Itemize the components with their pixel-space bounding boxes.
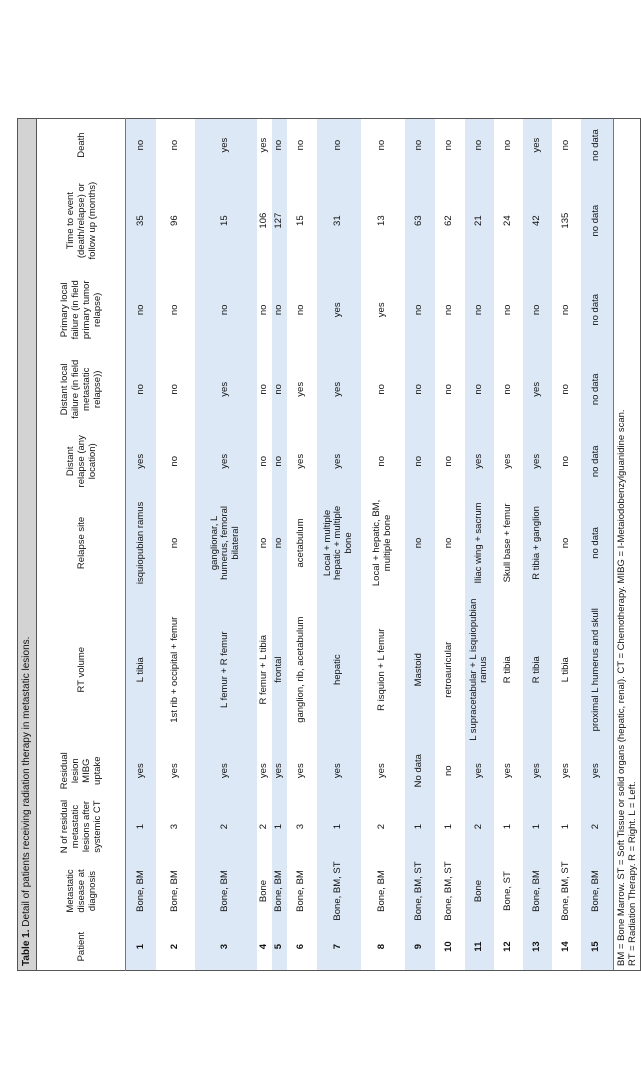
table-cell: No data [405, 747, 435, 794]
table-cell: no [168, 139, 180, 151]
column-header: Death [37, 119, 126, 172]
table-cell: no [559, 139, 571, 151]
table-cell: no [559, 304, 571, 316]
patient-id-cell: 13 [523, 923, 552, 970]
table-cell: Mastoid [405, 592, 435, 747]
table-cell: 62 [443, 215, 455, 226]
table-cell: ganglion, rib, acetabulum [295, 616, 307, 723]
table-row [552, 119, 581, 971]
table-cell: no [376, 139, 388, 151]
table-cell: Bone, BM [295, 870, 307, 912]
table-cell: no [501, 384, 513, 395]
table-cell: yes [126, 747, 156, 794]
table-cell: no [376, 384, 388, 395]
patient-id-cell: 7 [317, 923, 361, 970]
table-cell: Skull base + femur [501, 503, 513, 583]
table-cell: yes [195, 429, 257, 493]
patient-id-cell: 9 [405, 923, 435, 970]
table-cell: no [405, 270, 435, 350]
table-cell: yes [523, 119, 552, 172]
table-cell: 1st rib + occipital + femur [168, 616, 180, 723]
table-cell: no [272, 270, 287, 350]
table-cell: Bone, BM [523, 859, 552, 923]
table-cell: 1 [272, 794, 287, 858]
table-cell: no [295, 139, 307, 151]
table-cell: yes [581, 747, 613, 794]
table-cell: 1 [523, 794, 552, 858]
table-row [465, 119, 494, 971]
table-row [272, 119, 287, 971]
table-cell: R tibia [501, 656, 513, 684]
footnote-line-2: RT = Radiation Therapy. R = Right. L = Left. [627, 781, 638, 966]
table-cell: no data [581, 494, 613, 593]
table-cell: no [126, 119, 156, 172]
table-cell: no [443, 456, 455, 467]
table-row [317, 119, 361, 971]
table-cell: 42 [523, 171, 552, 270]
table-cell: Bone, BM, ST [317, 859, 361, 923]
table-row [435, 119, 465, 971]
table-row [581, 119, 613, 971]
rotated-table-page [17, 118, 638, 971]
table-cell: Iliac wing + sacrum [465, 494, 494, 593]
footnote-line-1: BM = Bone Marrow. ST = Soft Tissue or solid organs (hepatic, renal). CT = Chemotherapy. MIBG = I-Metaiodobenzylguanidine scan. [616, 409, 627, 966]
table-cell: 2 [257, 823, 269, 830]
table-cell: 2 [195, 794, 257, 858]
column-header: Distant local failure (in field metastatic relapse)) [37, 350, 126, 430]
table-cell: no [257, 384, 269, 395]
table-cell: 63 [405, 171, 435, 270]
table-cell: yes [257, 137, 269, 153]
patient-id-cell: 15 [581, 923, 613, 970]
table-cell: no [465, 270, 494, 350]
column-header: Metastatic disease at diagnosis [37, 859, 126, 923]
table-cell: yes [195, 747, 257, 794]
table-cell: 1 [501, 823, 513, 830]
table-cell: no [272, 429, 287, 493]
table-row [494, 119, 523, 971]
table-row [257, 119, 272, 971]
table-footnote [613, 118, 641, 971]
table-cell: Bone, BM, ST [405, 859, 435, 923]
table-cell: 1 [317, 794, 361, 858]
table-cell: no [465, 119, 494, 172]
table-row [523, 119, 552, 971]
table-cell: no [523, 270, 552, 350]
table-cell: Local + hepatic, BM, multiple bone [371, 499, 393, 587]
table-cell: 15 [195, 171, 257, 270]
table-caption-text: Detail of patients receiving radiation therapy in metastatic lesions. [21, 636, 32, 927]
table-cell: Bone, BM, ST [559, 861, 571, 921]
table-cell: no [272, 350, 287, 430]
table-cell: yes [523, 747, 552, 794]
table-cell: no [405, 429, 435, 493]
column-header: Primary local failure (in field primary tumor relapse) [37, 270, 126, 350]
table-cell: 21 [465, 171, 494, 270]
table-cell: yes [501, 453, 513, 469]
column-header: Relapse site [37, 494, 126, 593]
table-cell: acetabulum [295, 518, 307, 568]
table-cell: no data [581, 171, 613, 270]
table-cell: L femur + R femur [195, 592, 257, 747]
table-cell: no [317, 119, 361, 172]
table-cell: no [501, 139, 513, 151]
column-header: Residual lesion MIBG uptake [37, 747, 126, 794]
patient-id-cell: 14 [559, 941, 571, 952]
table-cell: 35 [126, 171, 156, 270]
table-cell: yes [295, 381, 307, 397]
patient-id-cell: 8 [376, 943, 388, 950]
column-header: Patient [37, 923, 126, 970]
table-cell: 127 [272, 171, 287, 270]
table-cell: no [405, 350, 435, 430]
table-cell: no data [581, 429, 613, 493]
table-cell: yes [523, 429, 552, 493]
table-cell: L tibia [126, 592, 156, 747]
table-cell: 2 [581, 794, 613, 858]
table-cell: R tibia + ganglion [523, 494, 552, 593]
table-cell: no [376, 456, 388, 467]
patient-id-cell: 10 [443, 941, 455, 952]
table-cell: R tibia [523, 592, 552, 747]
table-cell: no [272, 119, 287, 172]
table-caption-label: Table 1. [21, 929, 32, 966]
table-cell: no [559, 456, 571, 467]
table-cell: no [465, 350, 494, 430]
patient-id-cell: 11 [465, 923, 494, 970]
table-cell: 1 [559, 823, 571, 830]
table-cell: Bone, BM [195, 859, 257, 923]
table-cell: yes [465, 747, 494, 794]
table-cell: 135 [559, 212, 571, 229]
table-cell: R femur + L tibia [257, 634, 269, 705]
patient-id-cell: 5 [272, 923, 287, 970]
table-cell: no [295, 304, 307, 316]
table-cell: 24 [501, 215, 513, 226]
table-cell: yes [195, 119, 257, 172]
table-cell: no [405, 119, 435, 172]
table-cell: no [126, 350, 156, 430]
table-cell: yes [168, 763, 180, 779]
table-cell: no data [581, 350, 613, 430]
table-row [126, 119, 156, 971]
table-cell: no [559, 537, 571, 549]
table-cell: yes [317, 270, 361, 350]
table-cell: Bone, BM [581, 859, 613, 923]
table-body [126, 119, 613, 971]
table-cell: yes [195, 350, 257, 430]
table-cell: no [257, 537, 269, 549]
table-cell: Bone [465, 859, 494, 923]
table-cell: yes [295, 453, 307, 469]
table-cell: R isquion + L femur [376, 628, 388, 711]
table-cell: no [257, 304, 269, 316]
table-cell: 2 [465, 794, 494, 858]
table-cell: no [272, 494, 287, 593]
table-cell: no [443, 139, 455, 151]
table-cell: 2 [376, 823, 388, 830]
column-header: Distant relapse (any location) [37, 429, 126, 493]
table-cell: no [195, 270, 257, 350]
table-cell: no [405, 494, 435, 593]
table-cell: hepatic [317, 592, 361, 747]
table-cell: 3 [295, 823, 307, 830]
table-cell: Bone, BM [126, 859, 156, 923]
table-cell: retroauricular [443, 641, 455, 698]
table-row [287, 119, 317, 971]
table-cell: no [443, 765, 455, 776]
patient-id-cell: 1 [126, 923, 156, 970]
patient-id-cell: 2 [168, 943, 180, 950]
table-cell: yes [523, 350, 552, 430]
table-cell: yes [376, 302, 388, 318]
patient-id-cell: 4 [257, 943, 269, 950]
table-cell: yes [317, 350, 361, 430]
table-cell: yes [317, 747, 361, 794]
table-cell: 31 [317, 171, 361, 270]
table-cell: no [168, 456, 180, 467]
table-cell: Bone, BM [168, 870, 180, 912]
table-cell: yes [501, 763, 513, 779]
table-cell: Bone, BM [376, 870, 388, 912]
table-caption [17, 118, 37, 971]
table-cell: Bone [257, 879, 269, 903]
table-row [195, 119, 257, 971]
table-cell: yes [295, 763, 307, 779]
patient-id-cell: 12 [501, 941, 513, 952]
table-row [156, 119, 195, 971]
table-cell: yes [257, 763, 269, 779]
table-cell: no [501, 304, 513, 316]
column-header: RT volume [37, 592, 126, 747]
table-cell: 96 [168, 215, 180, 226]
patient-id-cell: 3 [195, 923, 257, 970]
table-cell: no [443, 304, 455, 316]
table-cell: no data [581, 270, 613, 350]
table-cell: Bone, ST [501, 871, 513, 911]
table-cell: 3 [168, 823, 180, 830]
table-cell: yes [317, 429, 361, 493]
table-cell: isquiopubian ramus [126, 494, 156, 593]
patients-table [37, 118, 613, 971]
table-row [405, 119, 435, 971]
table-cell: yes [272, 747, 287, 794]
table-cell: frontal [272, 592, 287, 747]
table-cell: no [559, 384, 571, 395]
table-cell: L supracetabular + L isquiopubian ramus [465, 592, 494, 747]
table-cell: yes [126, 429, 156, 493]
table-cell: 1 [405, 794, 435, 858]
table-cell: 15 [295, 215, 307, 226]
table-cell: L tibia [559, 657, 571, 683]
column-header: N of residual metastatic lesions after systemic CT [37, 794, 126, 858]
table-cell: yes [559, 763, 571, 779]
table-cell: Bone, BM [272, 859, 287, 923]
table-cell: 1 [126, 794, 156, 858]
table-cell: Bone, BM, ST [443, 861, 455, 921]
table-cell: no [168, 304, 180, 316]
table-cell: 106 [257, 212, 269, 229]
patient-id-cell: 6 [295, 943, 307, 950]
table-cell: 13 [376, 215, 388, 226]
table-cell: yes [376, 763, 388, 779]
table-cell: yes [465, 429, 494, 493]
table-cell: no [168, 537, 180, 549]
table-cell: no [443, 384, 455, 395]
table-header-row [37, 119, 126, 971]
table-cell: proximal L humerus and skull [581, 592, 613, 747]
table-cell: no [257, 456, 269, 467]
table-cell: ganglionar, L humerus, femoral bilateral [195, 494, 257, 593]
table-cell: no [443, 537, 455, 549]
table-row [361, 119, 405, 971]
table-cell: no data [581, 119, 613, 172]
table-cell: 1 [443, 823, 455, 830]
column-header: Time to event (death/relapse) or follow up (months) [37, 171, 126, 270]
table-cell: no [168, 384, 180, 395]
table-cell: Local + multiple hepatic + multiple bone [317, 494, 361, 593]
table-cell: no [126, 270, 156, 350]
